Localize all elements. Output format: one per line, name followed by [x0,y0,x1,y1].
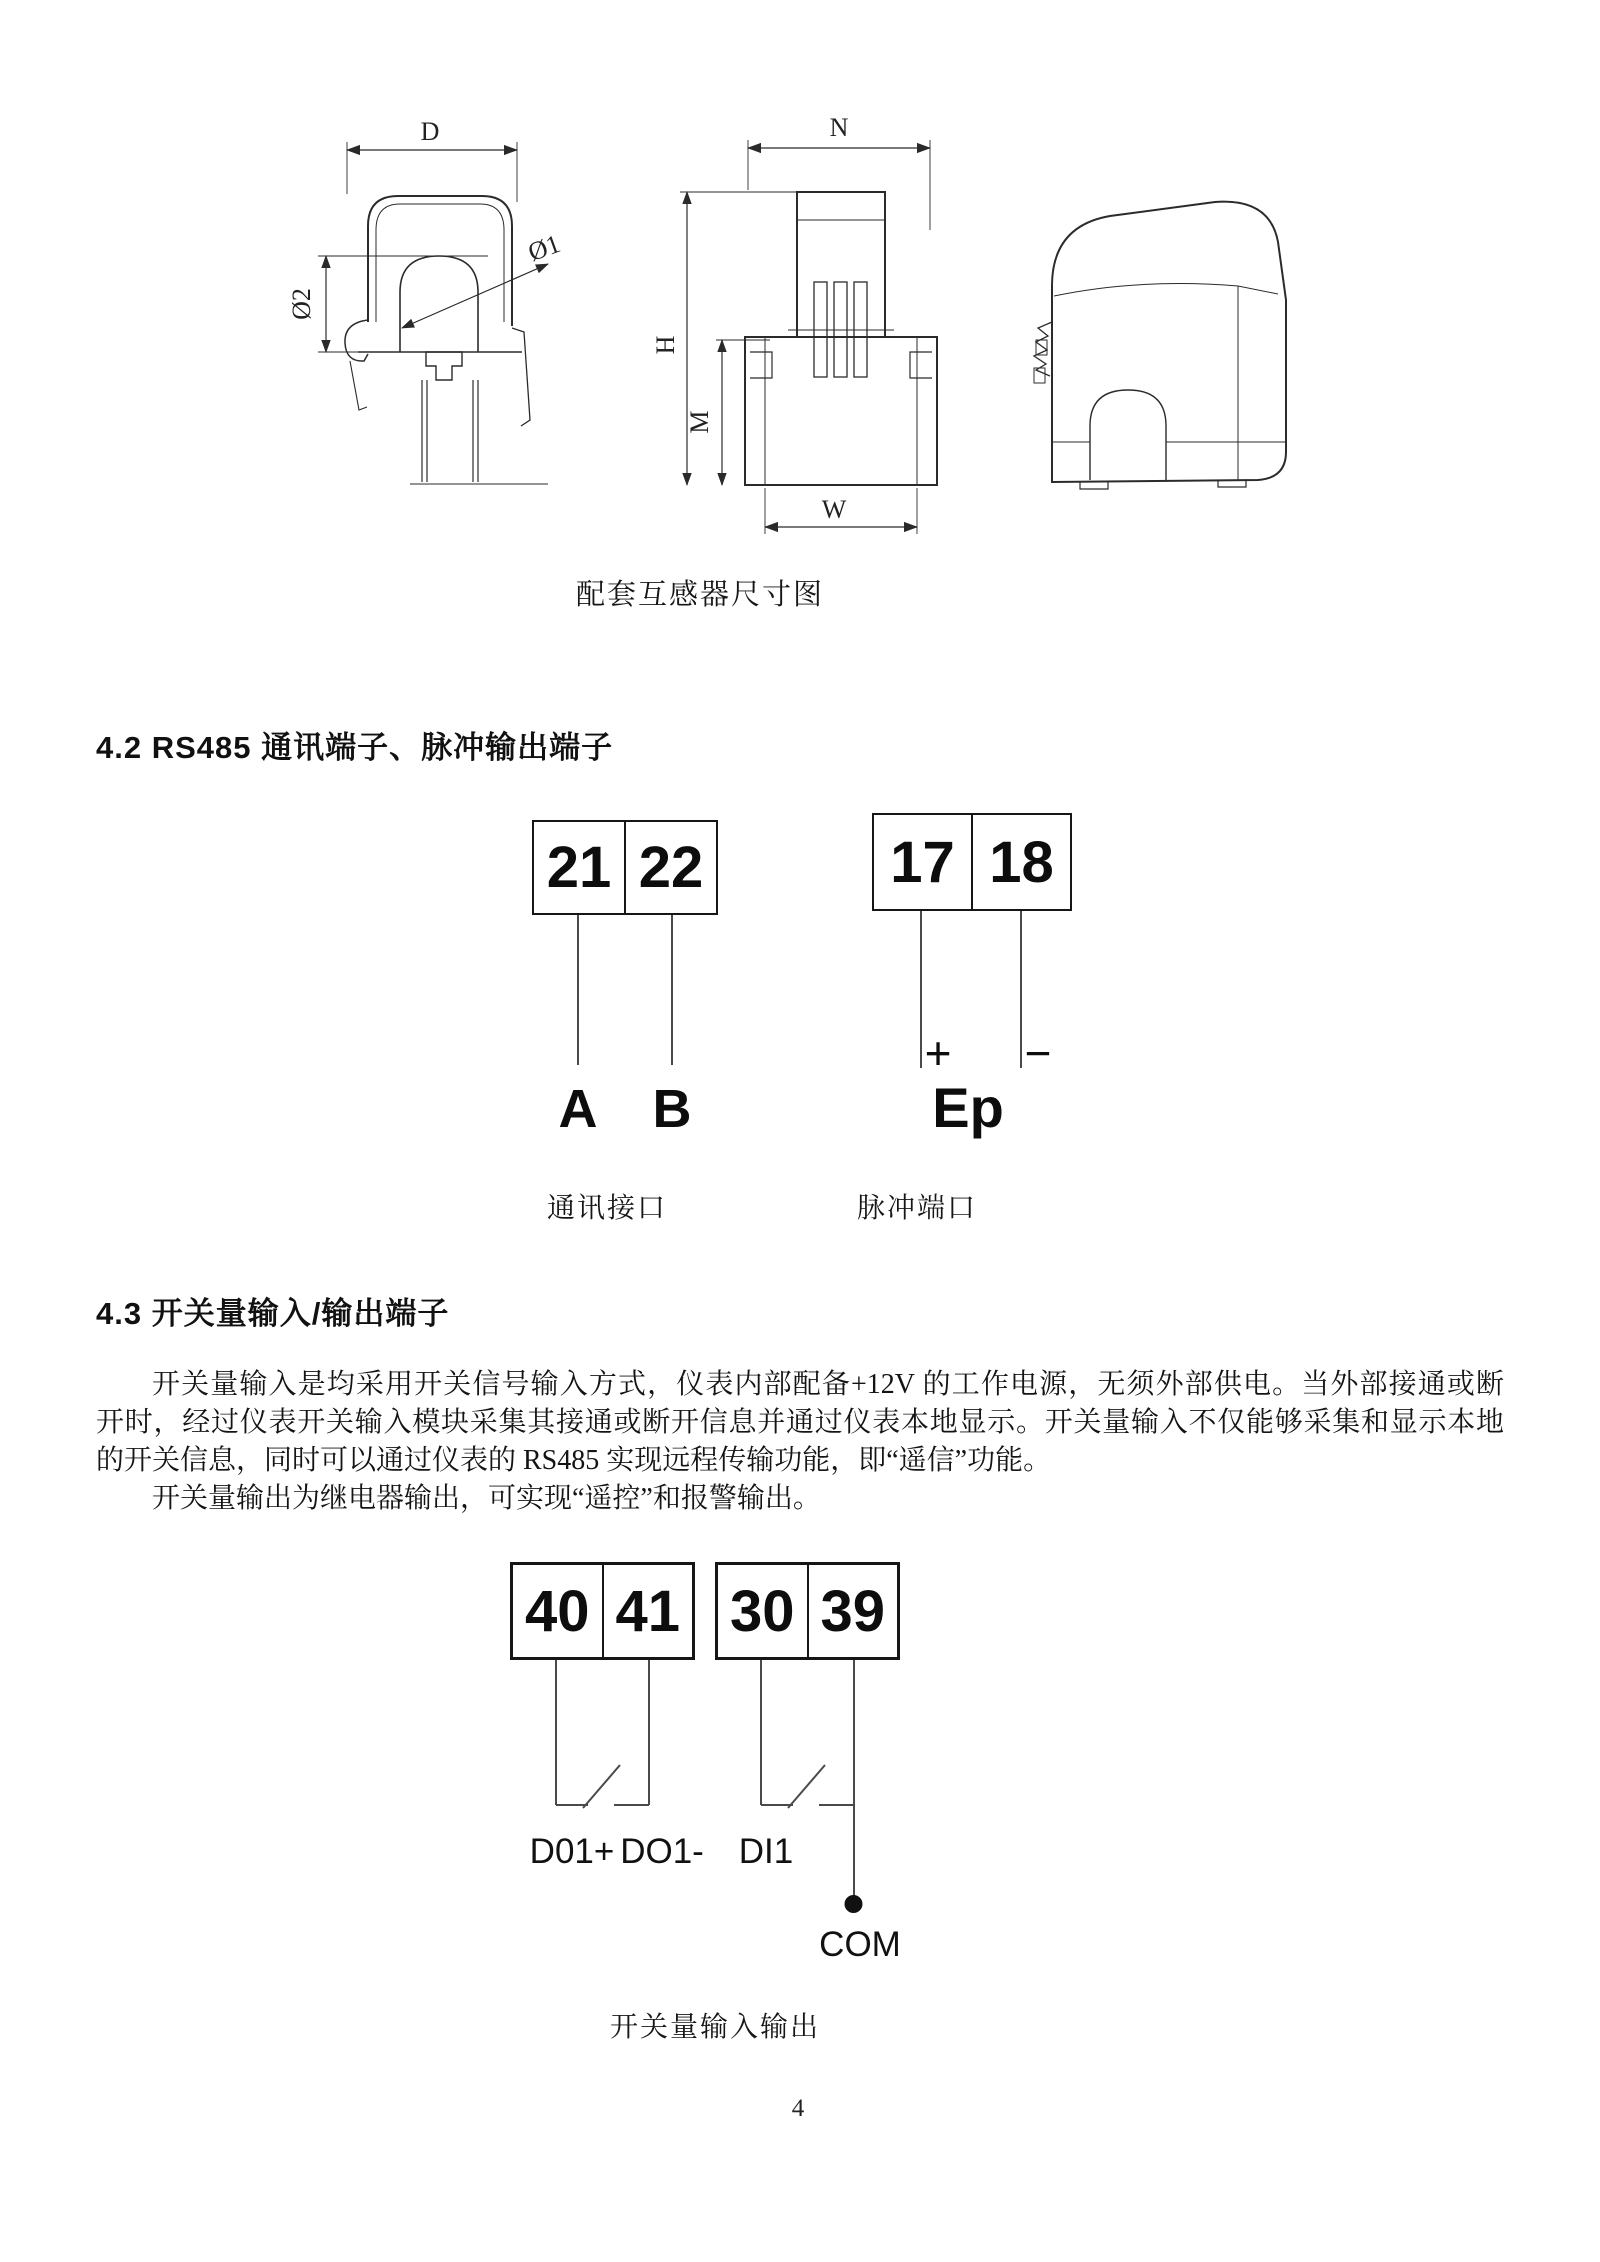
section-heading-4-2: 4.2 RS485 通讯端子、脉冲输出端子 [96,730,614,765]
figure-caption-io: 开关量输入输出 [609,2012,820,2043]
pin-label-a: A [558,1079,598,1139]
terminal-cell-18: 18 [989,829,1054,895]
io-label-com: COM [819,1925,901,1964]
terminal-cell-40: 40 [513,1565,604,1657]
terminal-cell-21: 21 [534,822,626,913]
polarity-plus: + [924,1027,952,1079]
body-text-line: 的开关信息，同时可以通过仪表的 RS485 实现远程传输功能，即“遥信”功能。 [96,1445,1052,1476]
wire-line-22 [671,915,673,1065]
figure-caption-ct-dimensions: 配套互感器尺寸图 [575,579,824,611]
figure-caption-comm-port: 通讯接口 [546,1193,667,1224]
terminal-block-di [715,1562,900,1660]
dim-label-phi2: Ø2 [287,288,316,320]
io-label-di: DI1 [738,1832,794,1871]
front-view [287,117,564,484]
figure-caption-pulse-port: 脉冲端口 [856,1193,977,1224]
body-text-line: 开时，经过仪表开关输入模块采集其接通或断开信息并通过仪表本地显示。开关量输入不仅能够采集和显示本地 [96,1407,1504,1438]
body-paragraph [96,1366,1504,1518]
pin-label-b: B [652,1079,692,1139]
perspective-view [1034,202,1286,489]
body-text-line: 开关量输入是均采用开关信号输入方式，仪表内部配备+12V 的工作电源，无须外部供电。当外部接通或断 [152,1369,1504,1400]
dim-label-m: M [685,410,714,434]
dim-label-d: D [420,117,440,146]
terminal-cell-30: 30 [718,1565,809,1657]
terminal-cell-41: 41 [615,1578,680,1644]
wire-line-21 [577,915,579,1065]
com-node-dot [845,1895,863,1913]
terminal-cell-22: 22 [638,835,704,900]
terminal-cell-17: 17 [874,815,973,909]
terminal-block-do [510,1562,695,1660]
dim-label-w: W [821,495,847,524]
io-label-do-minus: DO1- [620,1832,704,1871]
page-number: 4 [791,2095,805,2122]
terminal-block-comm [532,820,718,915]
body-text-line: 开关量输出为继电器输出，可实现“遥控”和报警输出。 [152,1483,821,1514]
section-heading-4-3: 4.3 开关量输入/输出端子 [96,1296,450,1331]
io-label-do-plus: D01+ [529,1832,615,1871]
polarity-minus: − [1024,1027,1052,1079]
terminal-cell-39: 39 [820,1578,885,1644]
dim-label-n: N [829,113,849,142]
dim-label-h: H [651,335,680,355]
dim-label-phi1: Ø1 [524,228,564,268]
terminal-block-pulse [872,813,1072,911]
switch-do-blade [583,1765,620,1808]
ct-dimension-drawing [230,90,1330,560]
switch-di-blade [788,1765,825,1808]
pin-label-ep: Ep [932,1076,1004,1139]
side-view [651,113,937,534]
